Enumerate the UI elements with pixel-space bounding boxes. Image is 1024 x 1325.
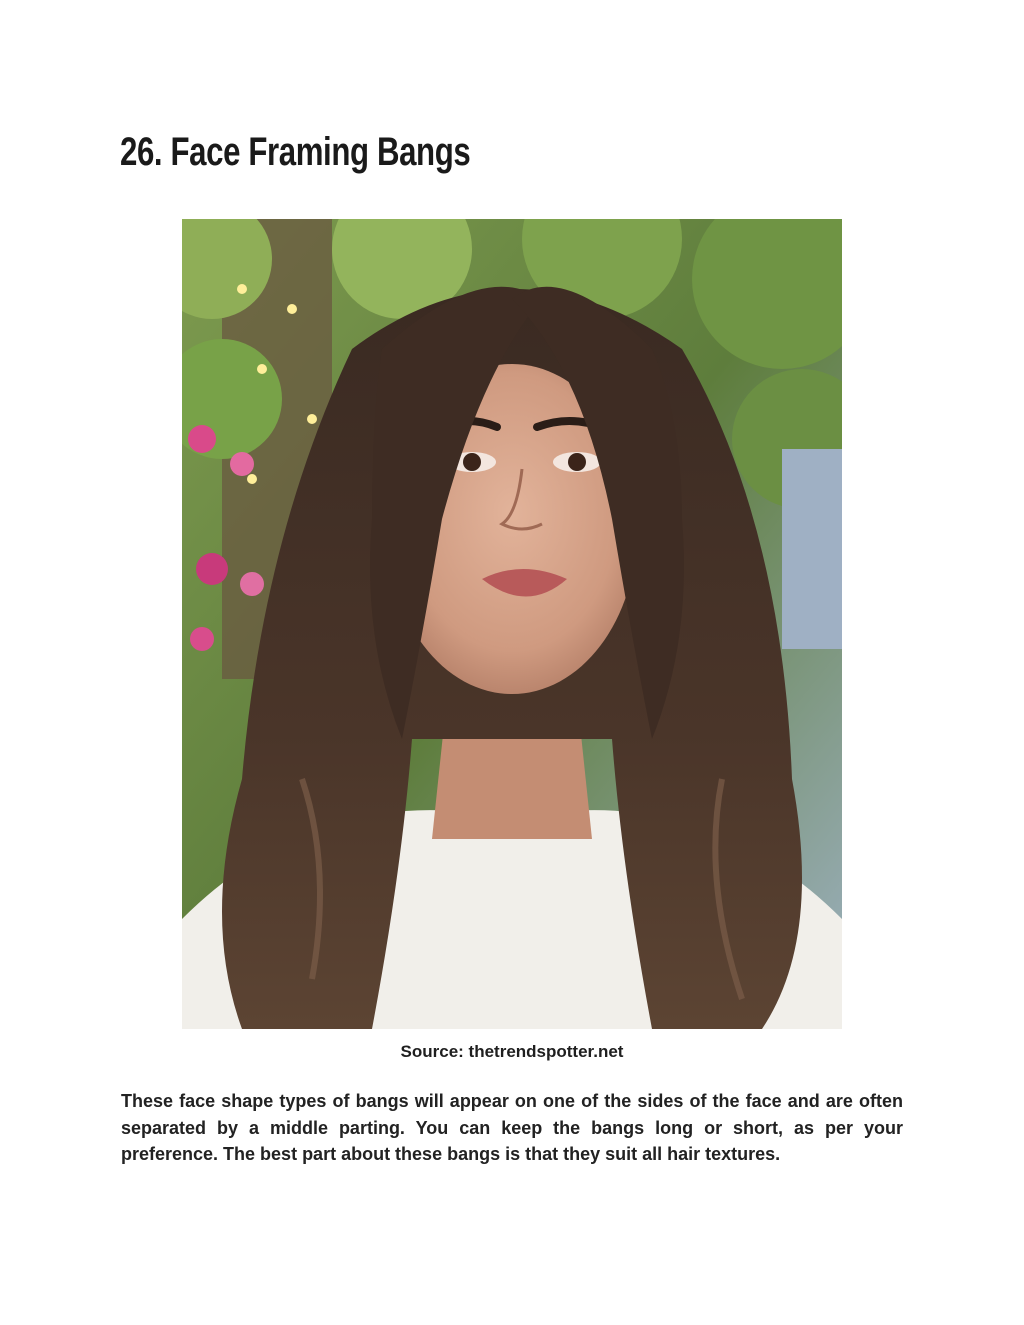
page-title: 26. Face Framing Bangs: [120, 130, 471, 174]
description-paragraph: These face shape types of bangs will appear on one of the sides of the face and are often separated by a middle parting. You can keep the bangs long or short, as per your preference. The best part about these bangs is that they suit all hair textures.: [121, 1091, 903, 1164]
image-source-caption: Source: thetrendspotter.net: [400, 1042, 624, 1061]
portrait-illustration: [182, 219, 842, 1029]
portrait-photo: [182, 219, 842, 1029]
